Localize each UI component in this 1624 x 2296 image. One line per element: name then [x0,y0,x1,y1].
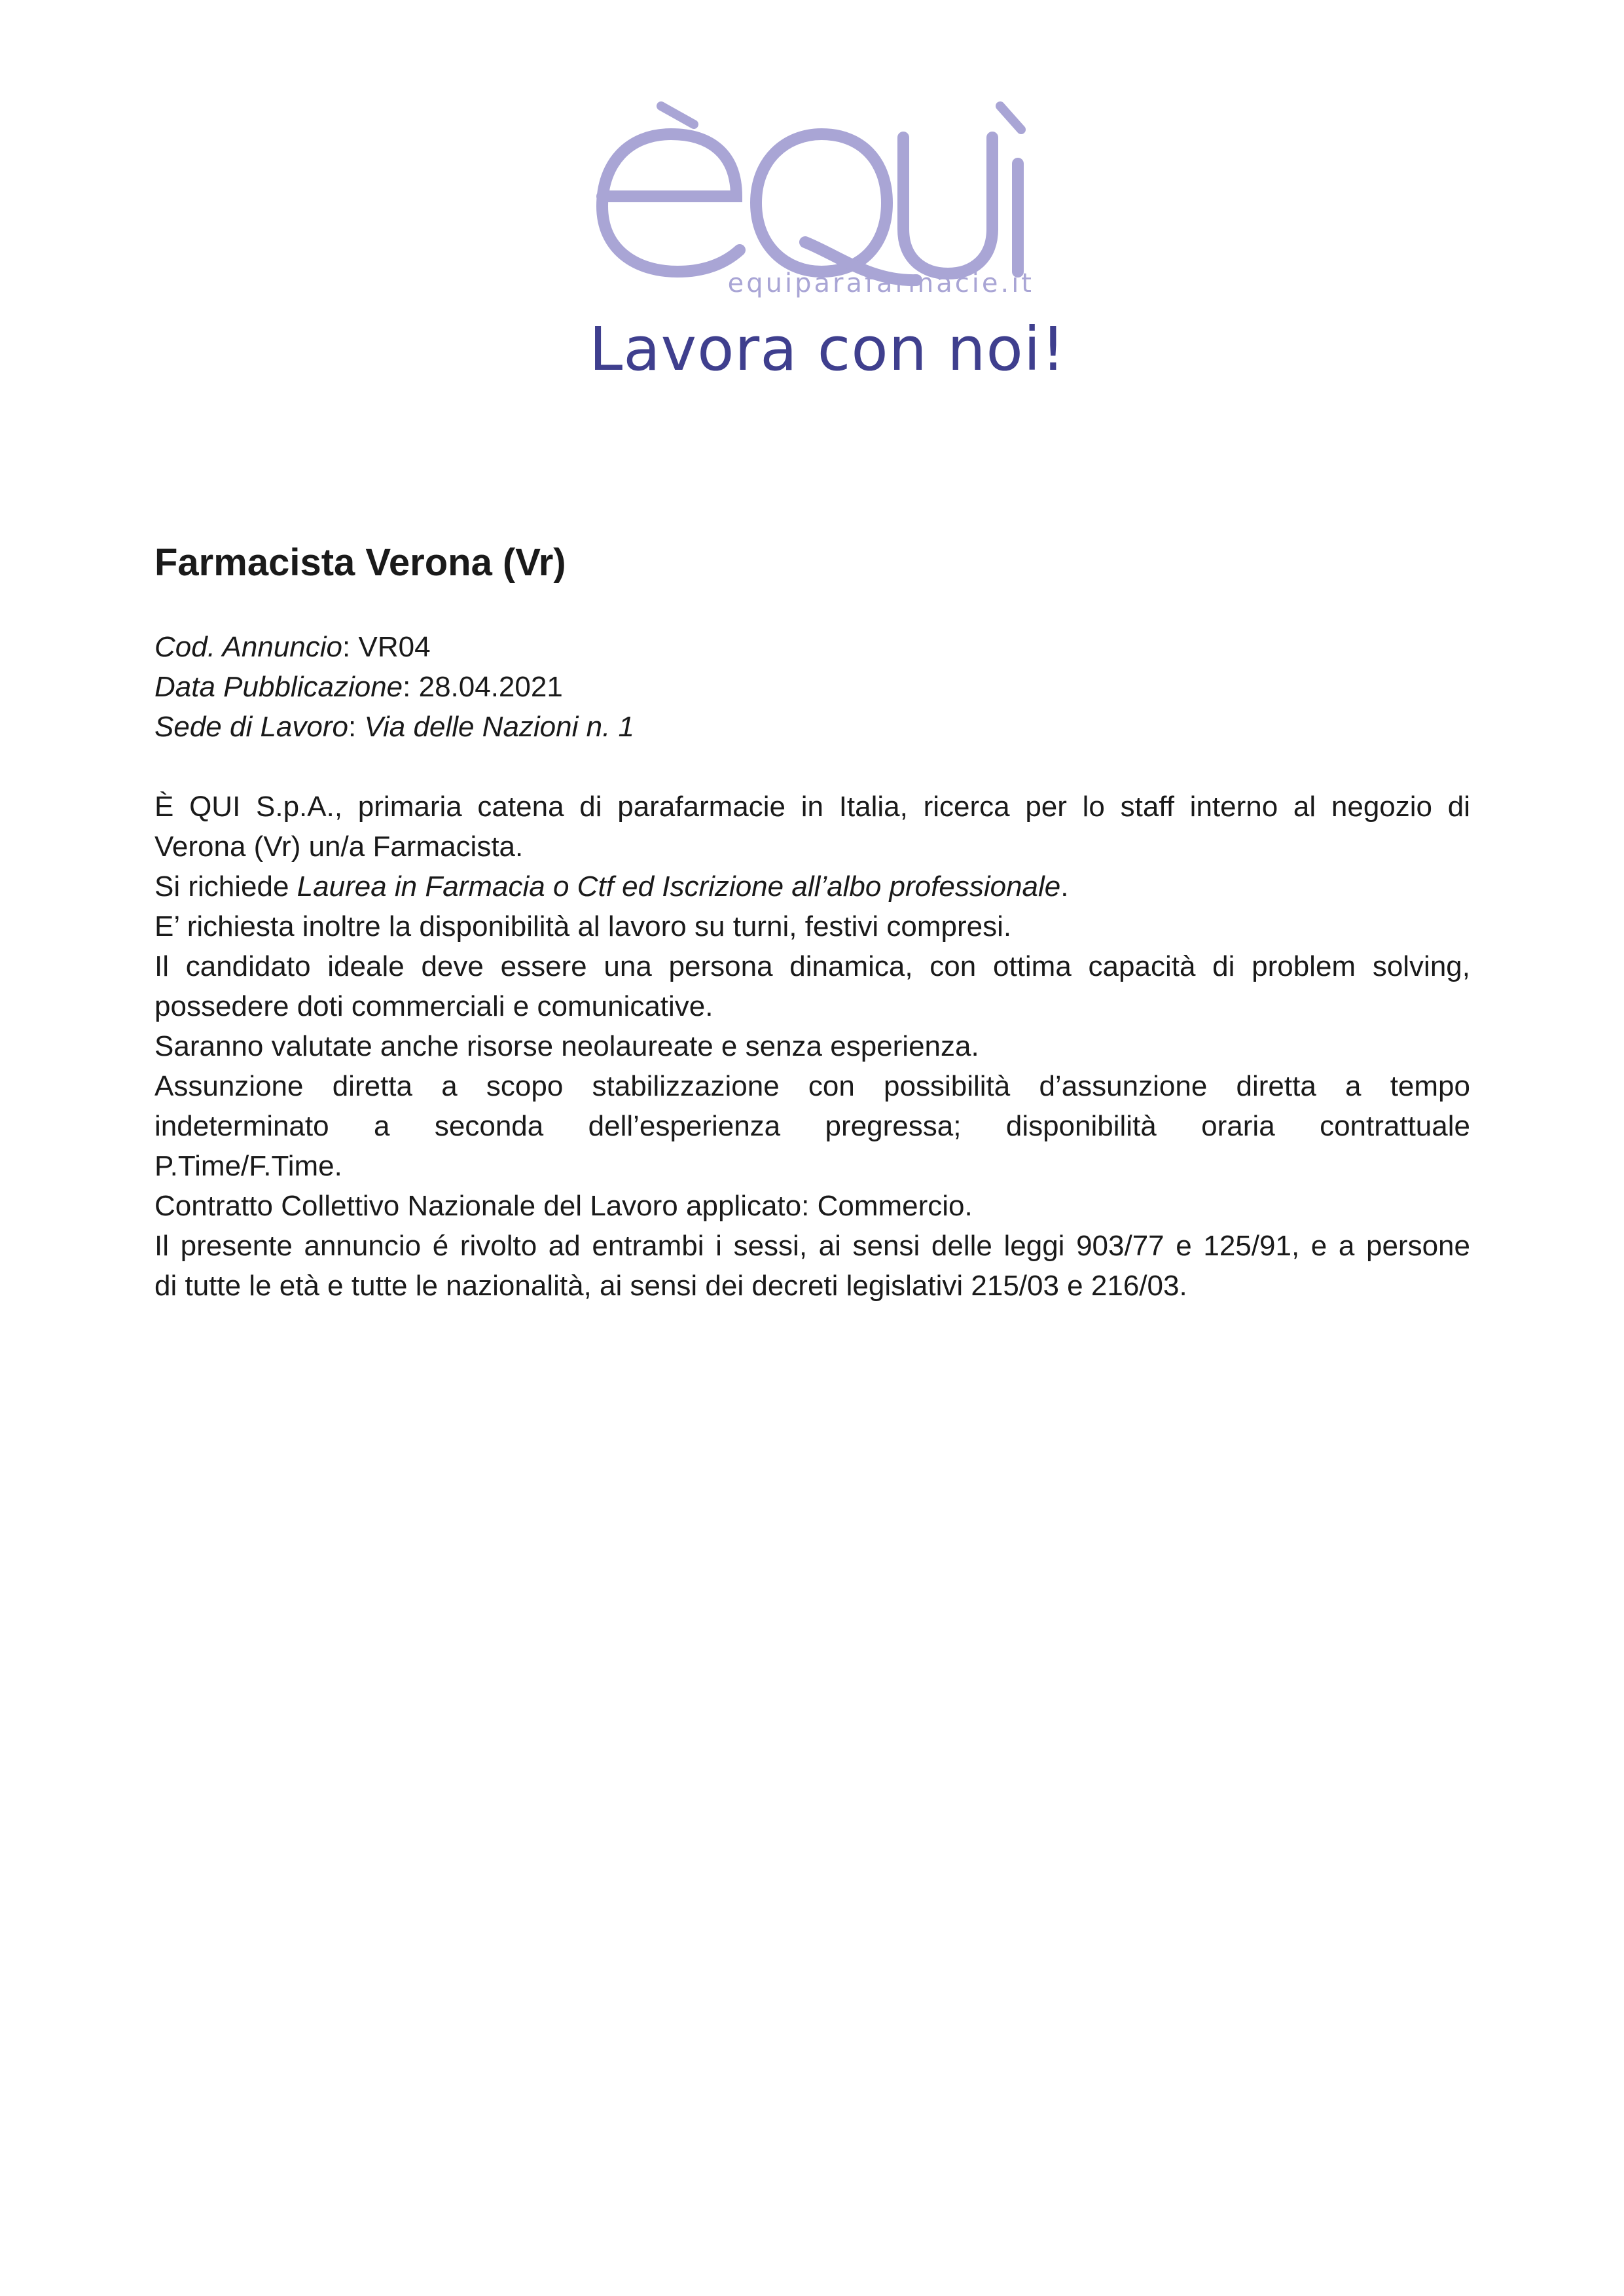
body-p8-line2: di tutte le età e tutte le nazionalità, ai sensi dei decreti legislativi 215/03 e 216/03. [154,1270,1187,1302]
meta-code: Cod. Annuncio: VR04 [154,631,431,663]
body-p6-line3: P.Time/F.Time. [154,1150,342,1182]
body-p6-line2: indeterminato a seconda dell’esperienza pregressa; disponibilità oraria contrattuale [154,1110,1470,1142]
p2-suffix: . [1060,870,1069,903]
date-label: Data Pubblicazione [154,671,403,703]
date-value: 28.04.2021 [418,671,563,703]
body-p6-line1: Assunzione diretta a scopo stabilizzazione con possibilità d’assunzione diretta a tempo [154,1070,1470,1102]
body-p5: Saranno valutate anche risorse neolaureate e senza esperienza. [154,1030,979,1062]
body-p7: Contratto Collettivo Nazionale del Lavoro applicato: Commercio. [154,1190,973,1222]
meta-date: Data Pubblicazione: 28.04.2021 [154,671,563,703]
location-label: Sede di Lavoro [154,711,348,743]
body-p1-line2: Verona (Vr) un/a Farmacista. [154,831,524,863]
code-label: Cod. Annuncio [154,631,343,663]
location-value: Via delle Nazioni n. 1 [364,711,635,743]
p2-italic: Laurea in Farmacia o Ctf ed Iscrizione all’albo professionale [297,870,1061,903]
tagline: Lavora con noi! [589,314,1066,384]
code-value: VR04 [358,631,431,663]
body-p4-line1: Il candidato ideale deve essere una persona dinamica, con ottima capacità di problem solving, [154,950,1470,982]
body-p4-line2: possedere doti commerciali e comunicative. [154,990,713,1022]
body-p3: E’ richiesta inoltre la disponibilità al lavoro su turni, festivi compresi. [154,910,1012,942]
spacer [154,747,1470,787]
body-p8-line1: Il presente annuncio é rivolto ad entrambi i sessi, ai sensi delle leggi 903/77 e 125/91, e a persone [154,1230,1470,1262]
body-p1-line1: È QUI S.p.A., primaria catena di parafarmacie in Italia, ricerca per lo staff interno al negozio di [154,791,1470,823]
p2-prefix: Si richiede [154,870,297,903]
meta-location: Sede di Lavoro: Via delle Nazioni n. 1 [154,711,635,743]
logo-url-text: equiparafarmacie.it [727,268,1034,298]
body-p2 [154,867,1470,906]
job-title: Farmacista Verona (Vr) [154,541,566,584]
page-header [0,0,1624,419]
job-posting [154,537,1470,1306]
